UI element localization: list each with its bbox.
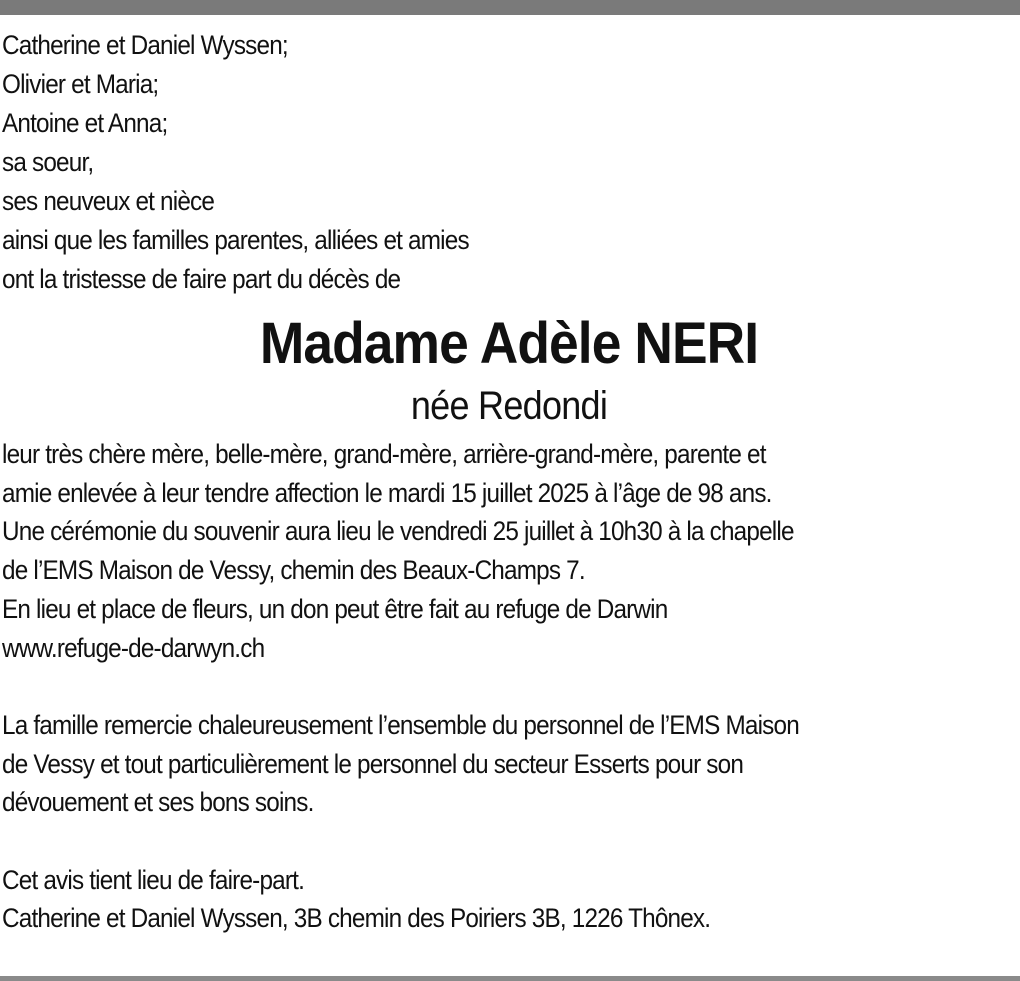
obituary-notice xyxy=(2,26,1016,938)
thanks-line: de Vessy et tout particulièrement le personnel du secteur Esserts pour son xyxy=(2,748,744,779)
donation-url: www.refuge-de-darwyn.ch xyxy=(2,632,265,663)
family-line: ses neuveux et nièce xyxy=(2,186,215,216)
closing-paragraph xyxy=(2,861,1016,938)
thanks-line: dévouement et ses bons soins. xyxy=(2,787,314,818)
signature-address-line: Catherine et Daniel Wyssen, 3B chemin des Poiriers 3B, 1226 Thônex. xyxy=(2,903,711,934)
ceremony-line: de l’EMS Maison de Vessy, chemin des Beaux-Champs 7. xyxy=(2,555,585,586)
family-list xyxy=(2,26,1016,299)
family-line: sa soeur, xyxy=(2,147,94,177)
family-line: Olivier et Maria; xyxy=(2,69,159,99)
details-paragraph xyxy=(2,435,1016,667)
announcement-line: ont la tristesse de faire part du décès de xyxy=(2,264,401,294)
family-line: ainsi que les familles parentes, alliées et amies xyxy=(2,225,469,255)
bottom-rule xyxy=(0,976,1020,981)
details-line: amie enlevée à leur tendre affection le mardi 15 juillet 2025 à l’âge de 98 ans. xyxy=(2,477,772,508)
ceremony-line: Une cérémonie du souvenir aura lieu le vendredi 25 juillet à 10h30 à la chapelle xyxy=(2,516,794,547)
thanks-line: La famille remercie chaleureusement l’ensemble du personnel de l’EMS Maison xyxy=(2,709,799,740)
details-line: leur très chère mère, belle-mère, grand-mère, arrière-grand-mère, parente et xyxy=(2,439,766,469)
spacer xyxy=(2,667,1016,706)
maiden-name: née Redondi xyxy=(410,384,608,428)
thanks-paragraph xyxy=(2,706,1016,822)
deceased-name: Madame Adèle NERI xyxy=(259,311,759,376)
spacer xyxy=(2,822,1016,861)
top-rule xyxy=(0,0,1020,15)
donation-line: En lieu et place de fleurs, un don peut être fait au refuge de Darwin xyxy=(2,593,668,624)
closing-line: Cet avis tient lieu de faire-part. xyxy=(2,864,305,895)
family-line: Antoine et Anna; xyxy=(2,108,168,138)
family-line: Catherine et Daniel Wyssen; xyxy=(2,30,288,60)
